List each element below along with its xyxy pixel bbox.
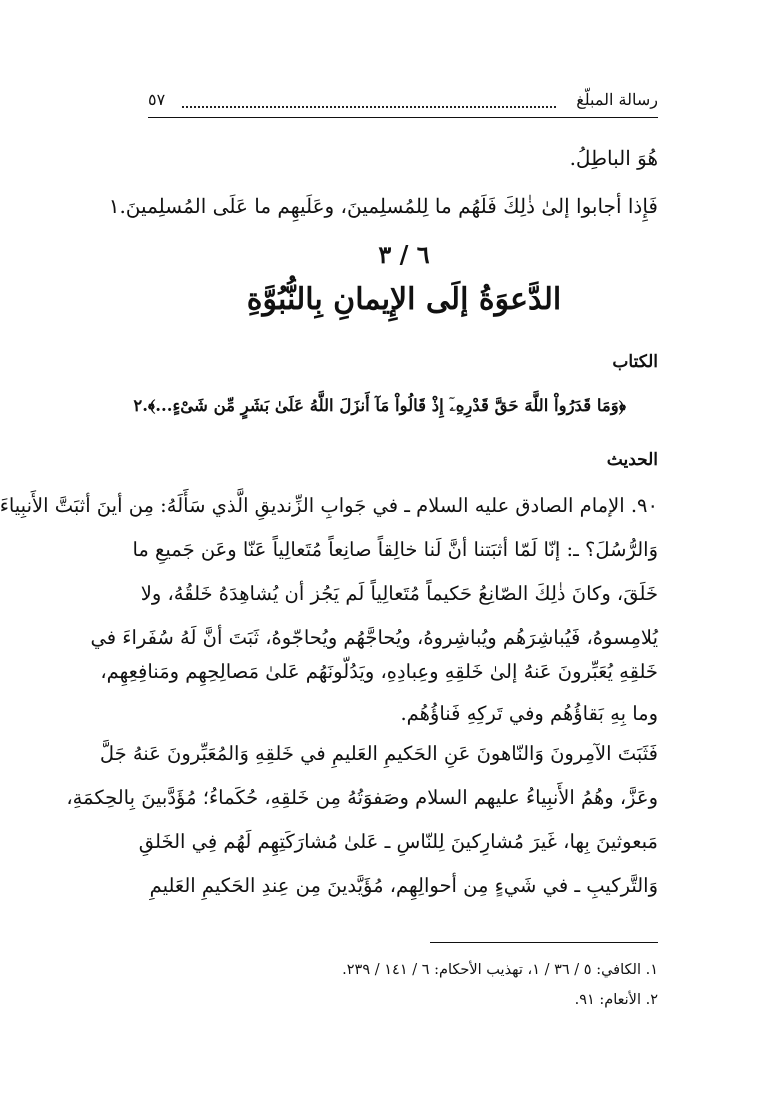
hadith-line: خَلقِهِ يُعَبِّرونَ عَنهُ إلىٰ خَلقِهِ وعِبادِهِ، ويَدُلّونَهُم عَلىٰ مَصالِحِهِم ومَنافِعِهِم، <box>100 660 658 683</box>
footnote-1: ١. الكافي: ٥ / ٣٦ / ١، تهذيب الأحكام: ٦ / ١٤١ / ٢٣٩. <box>342 962 658 978</box>
header-leader-dots <box>182 106 556 108</box>
header-rule <box>148 117 658 118</box>
running-header <box>148 86 658 116</box>
page-number: ٥٧ <box>148 90 166 109</box>
paragraph-line: وَالتَّركيبِ ـ في شَيءٍ مِن أحوالِهِم، مُؤَيَّدينَ مِن عِندِ الحَكيمِ العَليمِ <box>149 874 658 897</box>
section-number: ٦ / ٣ <box>378 240 430 269</box>
body-line-1: هُوَ الباطِلُ. <box>569 146 658 170</box>
footnote-2: ٢. الأنعام: ٩١. <box>574 992 658 1008</box>
book-label: الكتاب <box>612 352 658 372</box>
hadith-line: خَلَقَ، وكانَ ذٰلِكَ الصّانِعُ حَكيماً مُتَعالِياً لَم يَجُز أن يُشاهِدَهُ خَلقُهُ، ولا <box>140 582 658 605</box>
footnote-rule <box>430 942 658 943</box>
hadith-line: ٩٠. الإمام الصادق عليه السلام ـ في جَوابِ الزِّنديقِ الَّذي سَأَلَهُ: مِن أينَ أثبَتَّ الأَنبِياءَ <box>0 494 658 517</box>
quran-verse: ﴿وَمَا قَدَرُواْ اللَّهَ حَقَّ قَدْرِهِۦٓ إِذْ قَالُواْ مَآ أَنزَلَ اللَّهُ عَلَىٰ بَشَرٍ مِّن شَىْءٍ...﴾.٢ <box>133 396 626 415</box>
header-title: رسالة المبلّغ <box>576 90 658 109</box>
hadith-line: وَالرُّسُلَ؟ ـ: إنّا لَمّا أثبَتنا أنَّ لَنا خالِقاً صانِعاً مُتَعالِياً عَنّا وعَن جَميعِ ما <box>132 538 658 561</box>
hadith-label: الحديث <box>606 450 658 470</box>
hadith-line: يُلامِسوهُ، فَيُباشِرَهُم ويُباشِروهُ، ويُحاجَّهُم ويُحاجّوهُ، ثَبَتَ أنَّ لَهُ سُفَراءَ في <box>90 626 658 649</box>
hadith-line: وما بِهِ بَقاؤُهُم وفي تَركِهِ فَناؤُهُم. <box>400 702 658 725</box>
section-title: الدَّعوَةُ إلَى الإِيمانِ بِالنُّبُوَّةِ <box>246 282 562 317</box>
body-line-2: فَإِذا أجابوا إلىٰ ذٰلِكَ فَلَهُم ما لِلمُسلِمينَ، وعَلَيهِم ما عَلَى المُسلِمينَ.١ <box>108 194 658 218</box>
paragraph-line: وعَزَّ، وهُمُ الأَنبِياءُ عليهم السلام وصَفوَتُهُ مِن خَلقِهِ، حُكَماءُ؛ مُؤَدَّبينَ بِالحِكمَةِ، <box>66 786 658 809</box>
paragraph-line: فَثَبَتَ الآمِرونَ وَالنّاهونَ عَنِ الحَكيمِ العَليمِ في خَلقِهِ وَالمُعَبِّرونَ عَنهُ جَلَّ <box>99 742 658 765</box>
paragraph-line: مَبعوثينَ بِها، غَيرَ مُشارِكينَ لِلنّاسِ ـ عَلىٰ مُشارَكَتِهِم لَهُم فِي الخَلقِ <box>138 830 658 853</box>
